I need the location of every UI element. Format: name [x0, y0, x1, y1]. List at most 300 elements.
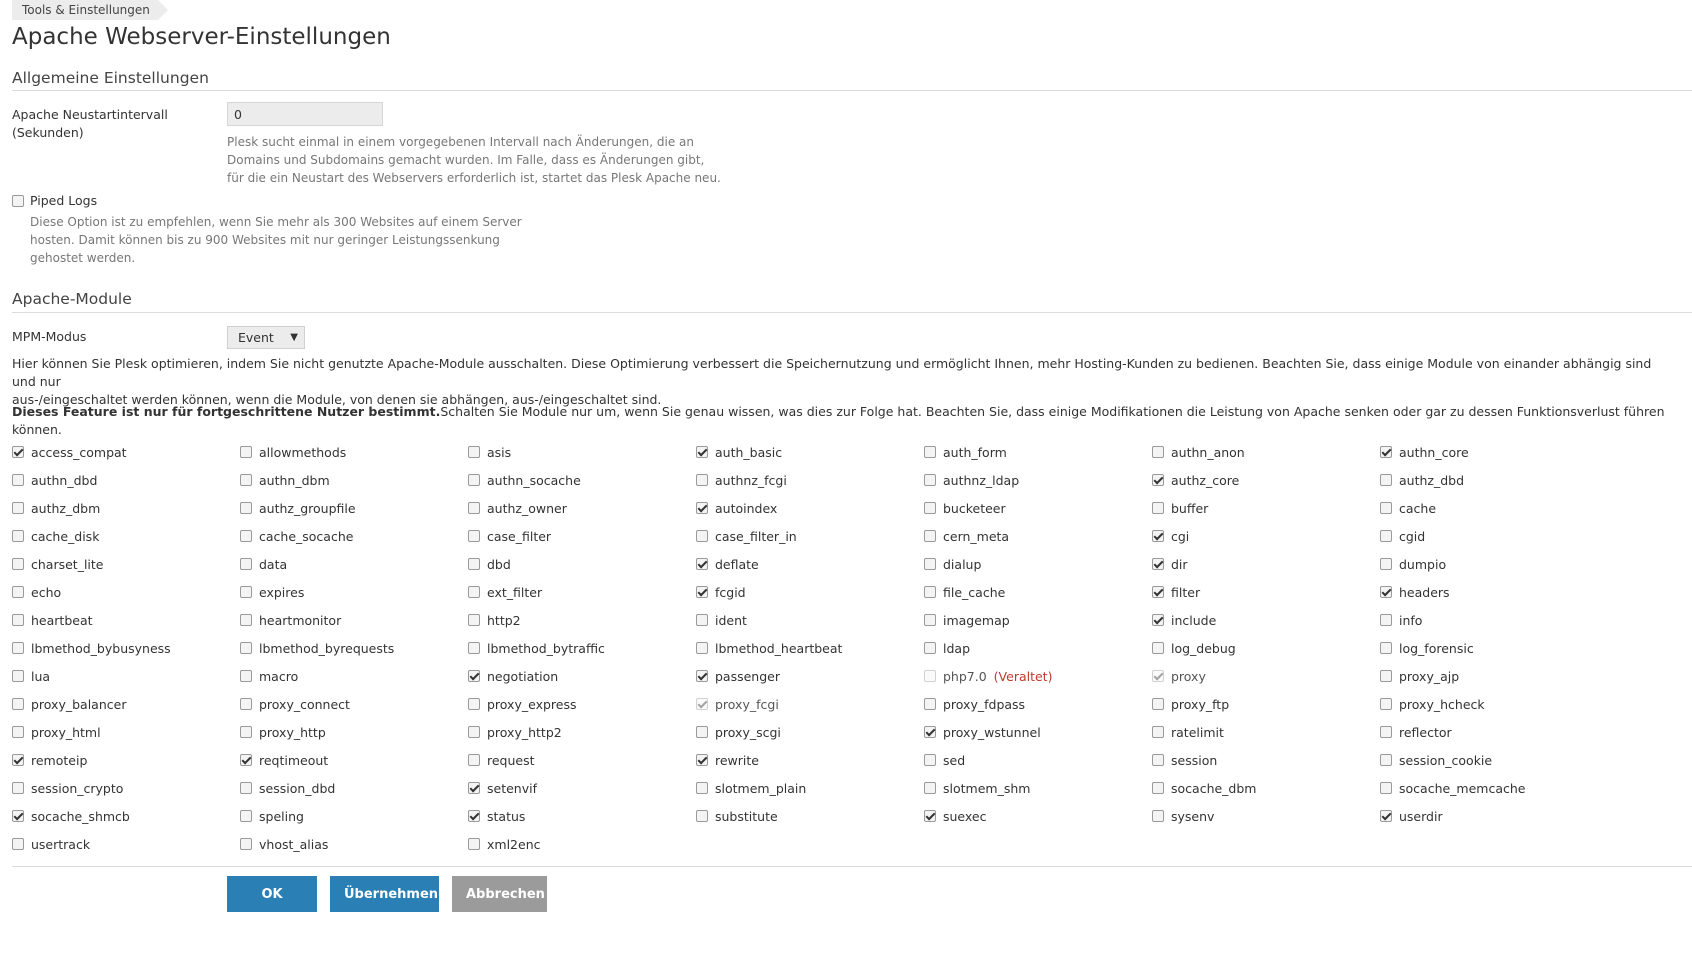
module-authz-core[interactable] — [1152, 466, 1380, 494]
module-authz-dbd[interactable] — [1380, 466, 1608, 494]
module-label: lbmethod_bybusyness — [31, 640, 171, 656]
module-proxy-scgi[interactable] — [696, 718, 924, 746]
module-label: cgid — [1399, 528, 1426, 544]
module-label: filter — [1171, 584, 1201, 600]
module-checkbox[interactable] — [1380, 586, 1392, 598]
module-proxy-wstunnel[interactable] — [924, 718, 1152, 746]
module-suexec[interactable] — [924, 802, 1152, 830]
module-label: socache_memcache — [1399, 780, 1526, 796]
apply-button[interactable]: Übernehmen — [330, 876, 439, 912]
module-label: authnz_ldap — [943, 472, 1020, 488]
module-checkbox[interactable] — [240, 698, 252, 710]
module-log-forensic[interactable] — [1380, 634, 1608, 662]
module-authnz-ldap[interactable] — [924, 466, 1152, 494]
module-proxy-ftp[interactable] — [1152, 690, 1380, 718]
module-sysenv[interactable] — [1152, 802, 1380, 830]
module-checkbox[interactable] — [240, 754, 252, 766]
piped-hint-line1: Diese Option ist zu empfehlen, wenn Sie mehr als 300 Websites auf einem Server — [30, 215, 522, 229]
module-label: reflector — [1399, 724, 1452, 740]
module-sed[interactable] — [924, 746, 1152, 774]
module-label: dumpio — [1399, 556, 1447, 572]
module-checkbox[interactable] — [12, 586, 24, 598]
module-label: dialup — [943, 556, 982, 572]
module-usertrack[interactable] — [12, 830, 240, 858]
module-vhost-alias[interactable] — [240, 830, 468, 858]
module-data[interactable] — [240, 550, 468, 578]
breadcrumb-item-tools[interactable]: Tools & Einstellungen — [12, 0, 158, 20]
module-auth-basic[interactable] — [696, 438, 924, 466]
module-checkbox[interactable] — [924, 474, 936, 486]
piped-logs-checkbox[interactable] — [12, 195, 24, 207]
module-bucketeer[interactable] — [924, 494, 1152, 522]
module-authn-core[interactable] — [1380, 438, 1608, 466]
module-headers[interactable] — [1380, 578, 1608, 606]
module-label: heartmonitor — [259, 612, 342, 628]
piped-logs-option[interactable] — [12, 193, 97, 208]
modules-description-line1: Hier können Sie Plesk optimieren, indem Sie nicht genutzte Apache-Module ausschalten. Diese Optimierung verbessert die Speichernutzung und ermöglicht Ihnen, mehr Hosting-Kunden zu bedienen. Beachten Sie, dass einige Module von einander abhängig sind und nur — [12, 356, 1652, 389]
module-label: case_filter_in — [715, 528, 797, 544]
module-label: proxy_fcgi — [715, 696, 779, 712]
module-checkbox[interactable] — [1152, 502, 1164, 514]
module-label: proxy_html — [31, 724, 101, 740]
module-info[interactable] — [1380, 606, 1608, 634]
module-checkbox[interactable] — [468, 838, 480, 850]
module-checkbox[interactable] — [696, 810, 708, 822]
module-label: session_cookie — [1399, 752, 1493, 768]
module-checkbox[interactable] — [1152, 530, 1164, 542]
module-label: speling — [259, 808, 304, 824]
module-speling[interactable] — [240, 802, 468, 830]
module-request[interactable] — [468, 746, 696, 774]
module-label: lua — [31, 668, 51, 684]
module-label: info — [1399, 612, 1423, 628]
module-checkbox[interactable] — [468, 558, 480, 570]
module-checkbox[interactable] — [240, 810, 252, 822]
module-file-cache[interactable] — [924, 578, 1152, 606]
module-ratelimit[interactable] — [1152, 718, 1380, 746]
module-authn-dbd[interactable] — [12, 466, 240, 494]
modules-warning-bold: Dieses Feature ist nur für fortgeschrittene Nutzer bestimmt. — [12, 404, 441, 419]
restart-hint-line1: Plesk sucht einmal in einem vorgegebenen Intervall nach Änderungen, die an — [227, 135, 694, 149]
module-checkbox[interactable] — [924, 586, 936, 598]
module-checkbox[interactable] — [12, 782, 24, 794]
module-checkbox[interactable] — [468, 782, 480, 794]
module-checkbox[interactable] — [696, 782, 708, 794]
module-checkbox[interactable] — [696, 558, 708, 570]
module-reflector[interactable] — [1380, 718, 1608, 746]
module-authz-dbm[interactable] — [12, 494, 240, 522]
module-checkbox[interactable] — [1380, 530, 1392, 542]
module-checkbox[interactable] — [924, 446, 936, 458]
module-ext-filter[interactable] — [468, 578, 696, 606]
module-heartmonitor[interactable] — [240, 606, 468, 634]
module-checkbox[interactable] — [1152, 782, 1164, 794]
module-label: log_debug — [1171, 640, 1236, 656]
module-allowmethods[interactable] — [240, 438, 468, 466]
module-checkbox — [696, 698, 708, 710]
module-case-filter-in[interactable] — [696, 522, 924, 550]
module-dialup[interactable] — [924, 550, 1152, 578]
module-proxy-express[interactable] — [468, 690, 696, 718]
module-label: session — [1171, 752, 1218, 768]
module-checkbox[interactable] — [240, 446, 252, 458]
module-http2[interactable] — [468, 606, 696, 634]
module-authnz-fcgi[interactable] — [696, 466, 924, 494]
page-title: Apache Webserver-Einstellungen — [12, 24, 391, 50]
module-negotiation[interactable] — [468, 662, 696, 690]
module-label: status — [487, 808, 526, 824]
module-checkbox[interactable] — [696, 642, 708, 654]
module-checkbox[interactable] — [696, 726, 708, 738]
module-label: authn_dbd — [31, 472, 98, 488]
module-checkbox[interactable] — [696, 614, 708, 626]
module-checkbox[interactable] — [696, 754, 708, 766]
module-label: session_dbd — [259, 780, 336, 796]
module-label: asis — [487, 444, 512, 460]
module-checkbox[interactable] — [1380, 810, 1392, 822]
module-checkbox[interactable] — [468, 642, 480, 654]
module-label: sed — [943, 752, 966, 768]
module-proxy-html[interactable] — [12, 718, 240, 746]
module-checkbox[interactable] — [1152, 754, 1164, 766]
module-cache-socache[interactable] — [240, 522, 468, 550]
module-cache[interactable] — [1380, 494, 1608, 522]
module-checkbox[interactable] — [12, 642, 24, 654]
module-slotmem-plain[interactable] — [696, 774, 924, 802]
module-lbmethod-bybusyness[interactable] — [12, 634, 240, 662]
module-status[interactable] — [468, 802, 696, 830]
module-checkbox[interactable] — [240, 474, 252, 486]
restart-interval-input[interactable] — [227, 102, 383, 126]
module-checkbox[interactable] — [12, 446, 24, 458]
module-authn-dbm[interactable] — [240, 466, 468, 494]
module-autoindex[interactable] — [696, 494, 924, 522]
module-socache-shmcb[interactable] — [12, 802, 240, 830]
module-label: php7.0 — [943, 668, 987, 684]
module-label: ratelimit — [1171, 724, 1224, 740]
deprecated-badge: (Veraltet) — [993, 668, 1053, 684]
module-label: socache_shmcb — [31, 808, 130, 824]
module-label: authn_socache — [487, 472, 581, 488]
restart-hint-line3: für die ein Neustart des Webservers erforderlich ist, startet das Plesk Apache neu. — [227, 171, 721, 185]
module-label: auth_basic — [715, 444, 783, 460]
module-auth-form[interactable] — [924, 438, 1152, 466]
module-label: log_forensic — [1399, 640, 1474, 656]
module-lbmethod-bytraffic[interactable] — [468, 634, 696, 662]
module-checkbox[interactable] — [1380, 642, 1392, 654]
module-label: expires — [259, 584, 305, 600]
module-label: proxy_scgi — [715, 724, 781, 740]
module-label: vhost_alias — [259, 836, 329, 852]
module-checkbox[interactable] — [12, 698, 24, 710]
module-checkbox[interactable] — [1380, 502, 1392, 514]
module-checkbox[interactable] — [1380, 754, 1392, 766]
module-label: slotmem_shm — [943, 780, 1031, 796]
module-checkbox[interactable] — [468, 810, 480, 822]
module-label: proxy_wstunnel — [943, 724, 1041, 740]
module-checkbox[interactable] — [240, 642, 252, 654]
module-checkbox[interactable] — [240, 670, 252, 682]
module-label: ext_filter — [487, 584, 543, 600]
module-checkbox[interactable] — [1152, 558, 1164, 570]
module-checkbox[interactable] — [924, 810, 936, 822]
module-proxy — [1152, 662, 1380, 690]
modules-warning-text: Schalten Sie Module nur um, wenn Sie genau wissen, was dies zur Folge hat. Beachten Sie, dass einige Modifikationen die Leistung von Apache senken oder gar zu dessen Funktionsverlust führen können. — [12, 404, 1665, 437]
module-session-dbd[interactable] — [240, 774, 468, 802]
module-checkbox[interactable] — [240, 502, 252, 514]
module-checkbox[interactable] — [12, 810, 24, 822]
module-checkbox[interactable] — [240, 530, 252, 542]
module-proxy-hcheck[interactable] — [1380, 690, 1608, 718]
form-divider — [12, 866, 1692, 867]
module-log-debug[interactable] — [1152, 634, 1380, 662]
module-checkbox[interactable] — [924, 698, 936, 710]
module-label: include — [1171, 612, 1217, 628]
module-socache-dbm[interactable] — [1152, 774, 1380, 802]
module-checkbox[interactable] — [1152, 474, 1164, 486]
module-lua[interactable] — [12, 662, 240, 690]
module-cern-meta[interactable] — [924, 522, 1152, 550]
module-checkbox[interactable] — [240, 558, 252, 570]
module-proxy-http[interactable] — [240, 718, 468, 746]
module-checkbox[interactable] — [1380, 614, 1392, 626]
module-checkbox[interactable] — [468, 586, 480, 598]
piped-hint-line3: gehostet werden. — [30, 251, 136, 265]
module-checkbox[interactable] — [240, 586, 252, 598]
module-label: authn_dbm — [259, 472, 330, 488]
module-checkbox[interactable] — [1152, 698, 1164, 710]
module-label: proxy_fdpass — [943, 696, 1026, 712]
module-label: ldap — [943, 640, 971, 656]
restart-interval-label — [12, 106, 168, 142]
module-label: authz_dbd — [1399, 472, 1465, 488]
module-checkbox[interactable] — [924, 642, 936, 654]
module-php7-0 — [924, 662, 1152, 690]
module-authz-owner[interactable] — [468, 494, 696, 522]
module-checkbox[interactable] — [1152, 614, 1164, 626]
module-checkbox[interactable] — [240, 726, 252, 738]
module-fcgid[interactable] — [696, 578, 924, 606]
module-cgi[interactable] — [1152, 522, 1380, 550]
module-label: lbmethod_bytraffic — [487, 640, 605, 656]
module-checkbox[interactable] — [924, 502, 936, 514]
module-label: charset_lite — [31, 556, 104, 572]
module-label: proxy_express — [487, 696, 577, 712]
module-label: proxy_ajp — [1399, 668, 1460, 684]
module-checkbox[interactable] — [1380, 474, 1392, 486]
module-label: macro — [259, 668, 299, 684]
module-checkbox[interactable] — [1380, 446, 1392, 458]
module-checkbox[interactable] — [696, 502, 708, 514]
section-title-general: Allgemeine Einstellungen — [12, 69, 209, 87]
module-heartbeat[interactable] — [12, 606, 240, 634]
module-proxy-balancer[interactable] — [12, 690, 240, 718]
module-buffer[interactable] — [1152, 494, 1380, 522]
module-label: userdir — [1399, 808, 1443, 824]
cancel-button[interactable]: Abbrechen — [452, 876, 547, 912]
module-checkbox[interactable] — [468, 726, 480, 738]
module-reqtimeout[interactable] — [240, 746, 468, 774]
module-checkbox[interactable] — [468, 530, 480, 542]
module-proxy-ajp[interactable] — [1380, 662, 1608, 690]
module-proxy-connect[interactable] — [240, 690, 468, 718]
restart-interval-label-line2: (Sekunden) — [12, 125, 84, 140]
module-checkbox[interactable] — [924, 614, 936, 626]
module-label: headers — [1399, 584, 1450, 600]
module-lbmethod-heartbeat[interactable] — [696, 634, 924, 662]
module-label: proxy — [1171, 668, 1206, 684]
module-checkbox[interactable] — [696, 474, 708, 486]
module-label: reqtimeout — [259, 752, 329, 768]
modules-warning — [12, 403, 1672, 439]
module-label: authn_anon — [1171, 444, 1245, 460]
module-authz-groupfile[interactable] — [240, 494, 468, 522]
module-checkbox[interactable] — [12, 670, 24, 682]
module-checkbox[interactable] — [1152, 810, 1164, 822]
ok-button[interactable]: OK — [227, 876, 317, 912]
modules-description — [12, 355, 1672, 409]
module-slotmem-shm[interactable] — [924, 774, 1152, 802]
restart-hint-line2: Domains und Subdomains gemacht wurden. Im Falle, dass es Änderungen gibt, — [227, 153, 705, 167]
module-case-filter[interactable] — [468, 522, 696, 550]
module-checkbox[interactable] — [924, 726, 936, 738]
module-label: session_crypto — [31, 780, 124, 796]
module-dbd[interactable] — [468, 550, 696, 578]
module-checkbox[interactable] — [1380, 698, 1392, 710]
module-checkbox[interactable] — [468, 474, 480, 486]
module-label: dir — [1171, 556, 1188, 572]
module-cgid[interactable] — [1380, 522, 1608, 550]
module-checkbox[interactable] — [12, 558, 24, 570]
breadcrumb — [12, 0, 158, 20]
module-remoteip[interactable] — [12, 746, 240, 774]
module-checkbox[interactable] — [468, 754, 480, 766]
module-checkbox[interactable] — [12, 474, 24, 486]
module-label: lbmethod_byrequests — [259, 640, 395, 656]
module-checkbox[interactable] — [468, 614, 480, 626]
module-label: negotiation — [487, 668, 559, 684]
module-expires[interactable] — [240, 578, 468, 606]
module-session-cookie[interactable] — [1380, 746, 1608, 774]
module-deflate[interactable] — [696, 550, 924, 578]
module-checkbox[interactable] — [924, 530, 936, 542]
module-access-compat[interactable] — [12, 438, 240, 466]
module-checkbox[interactable] — [696, 586, 708, 598]
module-checkbox[interactable] — [12, 614, 24, 626]
piped-logs-label: Piped Logs — [30, 193, 98, 208]
module-label: case_filter — [487, 528, 552, 544]
module-rewrite[interactable] — [696, 746, 924, 774]
module-imagemap[interactable] — [924, 606, 1152, 634]
module-userdir[interactable] — [1380, 802, 1608, 830]
dropdown-arrow-icon: ▼ — [290, 332, 298, 343]
module-checkbox[interactable] — [468, 698, 480, 710]
module-checkbox[interactable] — [468, 502, 480, 514]
restart-interval-hint — [227, 133, 721, 187]
module-checkbox[interactable] — [12, 530, 24, 542]
module-label: setenvif — [487, 780, 537, 796]
module-proxy-fcgi — [696, 690, 924, 718]
module-checkbox[interactable] — [1152, 446, 1164, 458]
module-proxy-fdpass[interactable] — [924, 690, 1152, 718]
module-authn-socache[interactable] — [468, 466, 696, 494]
module-asis[interactable] — [468, 438, 696, 466]
module-checkbox[interactable] — [696, 670, 708, 682]
module-label: slotmem_plain — [715, 780, 807, 796]
module-passenger[interactable] — [696, 662, 924, 690]
module-label: authnz_fcgi — [715, 472, 787, 488]
module-label: access_compat — [31, 444, 127, 460]
module-lbmethod-byrequests[interactable] — [240, 634, 468, 662]
restart-interval-label-line1: Apache Neustartintervall — [12, 107, 168, 122]
module-socache-memcache[interactable] — [1380, 774, 1608, 802]
module-checkbox[interactable] — [1380, 558, 1392, 570]
module-substitute[interactable] — [696, 802, 924, 830]
module-checkbox[interactable] — [240, 838, 252, 850]
module-label: suexec — [943, 808, 987, 824]
module-ident[interactable] — [696, 606, 924, 634]
module-cache-disk[interactable] — [12, 522, 240, 550]
module-checkbox[interactable] — [924, 558, 936, 570]
module-label: request — [487, 752, 535, 768]
module-checkbox[interactable] — [1380, 782, 1392, 794]
module-session[interactable] — [1152, 746, 1380, 774]
module-label: buffer — [1171, 500, 1209, 516]
module-checkbox[interactable] — [240, 614, 252, 626]
module-label: proxy_http — [259, 724, 326, 740]
module-filter[interactable] — [1152, 578, 1380, 606]
module-label: proxy_balancer — [31, 696, 127, 712]
module-checkbox[interactable] — [468, 670, 480, 682]
module-xml2enc[interactable] — [468, 830, 696, 858]
module-dir[interactable] — [1152, 550, 1380, 578]
module-checkbox[interactable] — [924, 782, 936, 794]
module-echo[interactable] — [12, 578, 240, 606]
module-label: socache_dbm — [1171, 780, 1257, 796]
module-checkbox[interactable] — [1380, 670, 1392, 682]
module-label: data — [259, 556, 288, 572]
module-dumpio[interactable] — [1380, 550, 1608, 578]
module-ldap[interactable] — [924, 634, 1152, 662]
module-setenvif[interactable] — [468, 774, 696, 802]
module-checkbox[interactable] — [1152, 642, 1164, 654]
module-checkbox[interactable] — [1152, 726, 1164, 738]
module-checkbox[interactable] — [12, 502, 24, 514]
module-checkbox[interactable] — [240, 782, 252, 794]
module-checkbox[interactable] — [696, 446, 708, 458]
module-checkbox[interactable] — [12, 838, 24, 850]
module-checkbox[interactable] — [696, 530, 708, 542]
section-title-modules: Apache-Module — [12, 290, 132, 308]
module-macro[interactable] — [240, 662, 468, 690]
mpm-mode-select[interactable] — [227, 326, 305, 349]
module-checkbox[interactable] — [12, 726, 24, 738]
modules-description-line2: aus-/eingeschaltet werden können, wenn die Module, von denen sie abhängen, aus-/eingeschaltet sind. — [12, 392, 662, 407]
module-checkbox[interactable] — [468, 446, 480, 458]
module-checkbox[interactable] — [1380, 726, 1392, 738]
module-include[interactable] — [1152, 606, 1380, 634]
module-proxy-http2[interactable] — [468, 718, 696, 746]
module-checkbox[interactable] — [924, 754, 936, 766]
module-label: cache — [1399, 500, 1437, 516]
module-label: authz_dbm — [31, 500, 101, 516]
module-authn-anon[interactable] — [1152, 438, 1380, 466]
module-session-crypto[interactable] — [12, 774, 240, 802]
module-checkbox[interactable] — [1152, 586, 1164, 598]
module-checkbox[interactable] — [12, 754, 24, 766]
module-charset-lite[interactable] — [12, 550, 240, 578]
module-label: authz_owner — [487, 500, 567, 516]
